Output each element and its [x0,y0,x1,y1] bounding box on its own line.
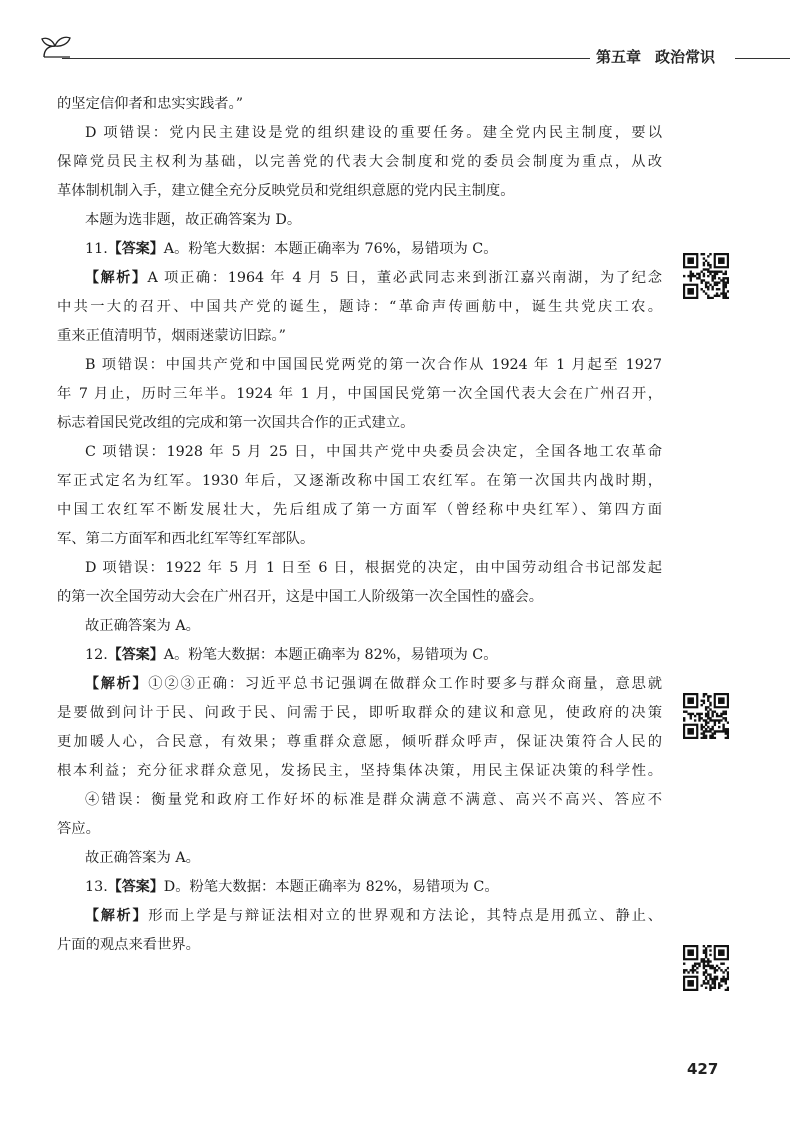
line-text: 是要做到问计于民、问政于民、问需于民，即听取群众的建议和意见，使政府的决策 [57,705,662,721]
line-text: C 项错误：1928 年 5 月 25 日，中国共产党中央委员会决定，全国各地工农革命 [85,444,662,460]
question-number: 11. [85,241,108,257]
chapter-section: 政治常识 [655,48,716,66]
text-line [57,467,662,496]
answer-tag: 【答案】 [107,241,164,257]
line-text: 的第一次全国劳动大会在广州召开，这是中国工人阶级第一次全国性的盛会。 [57,589,544,605]
line-text: A 项正确：1964 年 4 月 5 日，董必武同志来到浙江嘉兴南湖，为了纪念 [147,270,662,286]
qr-code-icon [683,253,729,299]
text-line [57,351,662,380]
text-line [57,699,662,728]
line-text: 的坚定信仰者和忠实实践者。” [57,96,244,112]
line-text: D。粉笔大数据：本题正确率为 82%，易错项为 C。 [163,879,499,895]
header-rule-left [62,58,590,59]
line-text: A。粉笔大数据：本题正确率为 82%，易错项为 C。 [163,647,498,663]
page-header [0,0,800,70]
page-number: 427 [687,1060,719,1078]
line-text: 片面的观点来看世界。 [57,937,200,953]
line-text: ④错误：衡量党和政府工作好坏的标准是群众满意不满意、高兴不高兴、答应不 [85,792,662,808]
qr-code-icon [683,693,729,739]
text-line [57,844,662,873]
text-line [57,293,662,322]
text-line [57,322,662,351]
line-text: 本题为选非题，故正确答案为 D。 [85,212,302,228]
chapter-number: 第五章 [596,48,642,66]
text-line [57,438,662,467]
line-text: ①②③正确：习近平总书记强调在做群众工作时要多与群众商量，意思就 [148,676,662,692]
question-number: 12. [85,647,108,663]
line-text: 标志着国民党改组的完成和第一次国共合作的正式建立。 [57,415,415,431]
answer-line [57,641,662,670]
text-line [57,554,662,583]
text-line [57,757,662,786]
line-text: 更加暖人心，合民意，有效果；尊重群众意愿，倾听群众呼声，保证决策符合人民的 [57,734,662,750]
text-line [57,177,662,206]
answer-tag: 【答案】 [107,647,164,663]
line-text: 中共一大的召开、中国共产党的诞生，题诗：“革命声传画舫中，诞生共党庆工农。 [57,299,662,315]
answer-line [57,235,662,264]
analysis-tag: 【解析】 [85,270,148,286]
text-line [57,728,662,757]
line-text: 中国工农红军不断发展壮大，先后组成了第一方面军（曾经称中央红军）、第四方面 [57,502,662,518]
text-line [57,90,662,119]
analysis-line [57,902,662,931]
line-text: D 项错误：1922 年 5 月 1 日至 6 日，根据党的决定，由中国劳动组合书记部发起 [85,560,662,576]
text-line [57,612,662,641]
line-text: 保障党员民主权利为基础，以完善党的代表大会制度和党的委员会制度为重点，从改 [57,154,662,170]
line-text: 根本利益；充分征求群众意见，发扬民主，坚持集体决策，用民主保证决策的科学性。 [57,763,662,779]
chapter-title [596,46,715,67]
line-text: 年 7 月止，历时三年半。1924 年 1 月，中国国民党第一次全国代表大会在广州召开， [57,386,662,402]
text-line [57,380,662,409]
text-line [57,496,662,525]
line-text: 形而上学是与辩证法相对立的世界观和方法论，其特点是用孤立、静止、 [148,908,662,924]
sprout-leaf-icon [40,30,74,60]
answer-tag: 【答案】 [107,879,164,895]
question-number: 13. [85,879,108,895]
answer-line [57,873,662,902]
text-line [57,525,662,554]
header-rule-right [735,58,790,59]
analysis-tag: 【解析】 [85,908,149,924]
line-text: 革体制机制入手，建立健全充分反映党员和党组织意愿的党内民主制度。 [57,183,515,199]
qr-code-icon [683,945,729,991]
text-line [57,409,662,438]
text-line [57,119,662,148]
line-text: D 项错误：党内民主建设是党的组织建设的重要任务。建全党内民主制度，要以 [85,125,662,141]
analysis-tag: 【解析】 [85,676,149,692]
analysis-line [57,264,662,293]
analysis-line [57,670,662,699]
line-text: B 项错误：中国共产党和中国国民党两党的第一次合作从 1924 年 1 月起至 1927 [85,357,662,373]
text-line [57,148,662,177]
page-body [57,90,662,960]
line-text: 军正式定名为红军。1930 年后，又逐渐改称中国工农红军。在第一次国共内战时期， [57,473,662,489]
line-text: 重来正值清明节，烟雨迷蒙访旧踪。” [57,328,286,344]
text-line [57,815,662,844]
text-line [57,583,662,612]
line-text: A。粉笔大数据：本题正确率为 76%，易错项为 C。 [163,241,498,257]
text-line [57,786,662,815]
line-text: 军、第二方面军和西北红军等红军部队。 [57,531,315,547]
text-line [57,931,662,960]
line-text: 答应。 [57,821,100,837]
line-text: 故正确答案为 A。 [85,850,200,866]
line-text: 故正确答案为 A。 [85,618,200,634]
text-line [57,206,662,235]
